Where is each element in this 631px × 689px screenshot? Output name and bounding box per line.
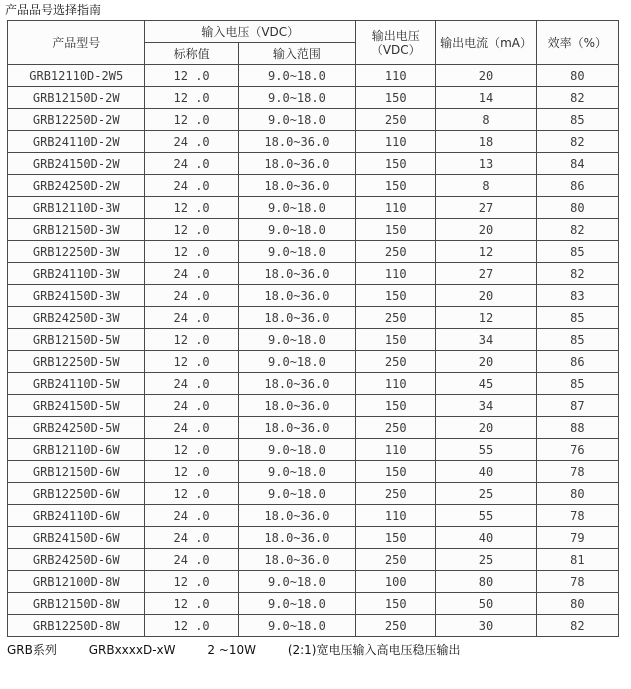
cell-output-current: 80 [436, 571, 536, 593]
header-output-current: 输出电流（mA） [436, 21, 536, 65]
table-row [8, 615, 619, 637]
cell-product-model: GRB12250D-3W [8, 241, 145, 263]
table-row [8, 571, 619, 593]
cell-efficiency: 82 [536, 615, 618, 637]
table-row [8, 373, 619, 395]
cell-input-range: 18.0~36.0 [238, 131, 355, 153]
header-input-range: 输入范围 [238, 43, 355, 65]
cell-efficiency: 78 [536, 461, 618, 483]
table-row [8, 417, 619, 439]
cell-nominal-value: 12 .0 [145, 197, 238, 219]
cell-output-voltage: 150 [356, 219, 436, 241]
cell-input-range: 9.0~18.0 [238, 219, 355, 241]
cell-output-voltage: 250 [356, 351, 436, 373]
cell-nominal-value: 24 .0 [145, 505, 238, 527]
cell-output-voltage: 110 [356, 65, 436, 87]
cell-output-voltage: 110 [356, 373, 436, 395]
cell-efficiency: 84 [536, 153, 618, 175]
table-row [8, 241, 619, 263]
footer-note [7, 641, 624, 658]
cell-nominal-value: 12 .0 [145, 483, 238, 505]
cell-input-range: 9.0~18.0 [238, 65, 355, 87]
cell-input-range: 18.0~36.0 [238, 549, 355, 571]
cell-nominal-value: 12 .0 [145, 109, 238, 131]
cell-nominal-value: 12 .0 [145, 65, 238, 87]
cell-output-voltage: 150 [356, 285, 436, 307]
cell-product-model: GRB24110D-6W [8, 505, 145, 527]
cell-efficiency: 86 [536, 351, 618, 373]
cell-output-current: 34 [436, 329, 536, 351]
cell-output-current: 25 [436, 549, 536, 571]
table-row [8, 131, 619, 153]
footer-series: GRB系列 [7, 643, 57, 657]
cell-nominal-value: 24 .0 [145, 395, 238, 417]
cell-efficiency: 80 [536, 65, 618, 87]
cell-output-current: 50 [436, 593, 536, 615]
cell-nominal-value: 12 .0 [145, 351, 238, 373]
cell-output-voltage: 250 [356, 307, 436, 329]
cell-output-voltage: 110 [356, 505, 436, 527]
cell-output-voltage: 250 [356, 483, 436, 505]
cell-output-voltage: 100 [356, 571, 436, 593]
cell-input-range: 9.0~18.0 [238, 483, 355, 505]
cell-nominal-value: 24 .0 [145, 285, 238, 307]
cell-output-current: 45 [436, 373, 536, 395]
cell-product-model: GRB24250D-6W [8, 549, 145, 571]
header-nominal-value: 标称值 [145, 43, 238, 65]
cell-input-range: 9.0~18.0 [238, 329, 355, 351]
cell-output-current: 20 [436, 65, 536, 87]
cell-input-range: 18.0~36.0 [238, 417, 355, 439]
cell-output-current: 20 [436, 285, 536, 307]
table-row [8, 219, 619, 241]
table-row [8, 505, 619, 527]
cell-input-range: 9.0~18.0 [238, 461, 355, 483]
table-row [8, 329, 619, 351]
cell-output-voltage: 250 [356, 109, 436, 131]
cell-product-model: GRB24250D-3W [8, 307, 145, 329]
cell-output-current: 20 [436, 417, 536, 439]
cell-output-voltage: 150 [356, 175, 436, 197]
cell-product-model: GRB24110D-3W [8, 263, 145, 285]
cell-efficiency: 80 [536, 483, 618, 505]
cell-output-voltage: 150 [356, 593, 436, 615]
cell-nominal-value: 12 .0 [145, 241, 238, 263]
cell-output-current: 30 [436, 615, 536, 637]
cell-efficiency: 76 [536, 439, 618, 461]
cell-nominal-value: 12 .0 [145, 87, 238, 109]
cell-efficiency: 85 [536, 373, 618, 395]
table-body [8, 65, 619, 637]
cell-efficiency: 82 [536, 263, 618, 285]
cell-efficiency: 86 [536, 175, 618, 197]
cell-output-current: 20 [436, 351, 536, 373]
cell-input-range: 18.0~36.0 [238, 263, 355, 285]
cell-output-current: 25 [436, 483, 536, 505]
table-row [8, 307, 619, 329]
cell-output-current: 55 [436, 439, 536, 461]
cell-output-voltage: 150 [356, 527, 436, 549]
cell-product-model: GRB24110D-5W [8, 373, 145, 395]
table-row [8, 263, 619, 285]
header-product-model: 产品型号 [8, 21, 145, 65]
cell-nominal-value: 12 .0 [145, 329, 238, 351]
cell-output-current: 27 [436, 263, 536, 285]
product-selection-table [7, 20, 619, 637]
cell-efficiency: 82 [536, 219, 618, 241]
cell-product-model: GRB12150D-5W [8, 329, 145, 351]
cell-input-range: 9.0~18.0 [238, 571, 355, 593]
table-row [8, 197, 619, 219]
footer-power-range: 2 ~10W [207, 643, 256, 657]
cell-product-model: GRB12110D-2W5 [8, 65, 145, 87]
cell-output-voltage: 150 [356, 461, 436, 483]
table-row [8, 395, 619, 417]
cell-input-range: 9.0~18.0 [238, 241, 355, 263]
cell-product-model: GRB12250D-8W [8, 615, 145, 637]
cell-product-model: GRB24150D-3W [8, 285, 145, 307]
cell-nominal-value: 12 .0 [145, 593, 238, 615]
cell-output-voltage: 150 [356, 87, 436, 109]
cell-efficiency: 78 [536, 505, 618, 527]
cell-nominal-value: 24 .0 [145, 153, 238, 175]
cell-efficiency: 78 [536, 571, 618, 593]
cell-product-model: GRB12250D-6W [8, 483, 145, 505]
cell-nominal-value: 24 .0 [145, 175, 238, 197]
cell-efficiency: 85 [536, 241, 618, 263]
cell-input-range: 9.0~18.0 [238, 197, 355, 219]
cell-product-model: GRB12150D-6W [8, 461, 145, 483]
cell-output-voltage: 250 [356, 241, 436, 263]
cell-product-model: GRB12150D-2W [8, 87, 145, 109]
cell-nominal-value: 24 .0 [145, 527, 238, 549]
cell-output-voltage: 110 [356, 263, 436, 285]
cell-output-voltage: 150 [356, 395, 436, 417]
cell-input-range: 18.0~36.0 [238, 175, 355, 197]
cell-input-range: 9.0~18.0 [238, 615, 355, 637]
cell-efficiency: 88 [536, 417, 618, 439]
cell-output-current: 12 [436, 307, 536, 329]
table-row [8, 549, 619, 571]
cell-efficiency: 82 [536, 131, 618, 153]
cell-nominal-value: 12 .0 [145, 615, 238, 637]
cell-nominal-value: 24 .0 [145, 549, 238, 571]
cell-input-range: 18.0~36.0 [238, 373, 355, 395]
cell-product-model: GRB24110D-2W [8, 131, 145, 153]
cell-output-current: 55 [436, 505, 536, 527]
cell-input-range: 18.0~36.0 [238, 307, 355, 329]
cell-nominal-value: 12 .0 [145, 461, 238, 483]
cell-output-voltage: 250 [356, 549, 436, 571]
cell-input-range: 9.0~18.0 [238, 109, 355, 131]
table-row [8, 483, 619, 505]
table-row [8, 527, 619, 549]
cell-product-model: GRB24250D-2W [8, 175, 145, 197]
cell-output-current: 40 [436, 461, 536, 483]
header-input-voltage-group: 输入电压（VDC） [145, 21, 356, 43]
cell-output-current: 40 [436, 527, 536, 549]
cell-nominal-value: 12 .0 [145, 571, 238, 593]
cell-input-range: 18.0~36.0 [238, 527, 355, 549]
header-efficiency: 效率（%） [536, 21, 618, 65]
cell-product-model: GRB12250D-5W [8, 351, 145, 373]
cell-output-current: 8 [436, 175, 536, 197]
cell-product-model: GRB24150D-6W [8, 527, 145, 549]
header-output-voltage [356, 21, 436, 65]
cell-input-range: 18.0~36.0 [238, 395, 355, 417]
cell-product-model: GRB12150D-3W [8, 219, 145, 241]
cell-output-current: 13 [436, 153, 536, 175]
cell-output-voltage: 150 [356, 153, 436, 175]
cell-input-range: 9.0~18.0 [238, 87, 355, 109]
cell-output-voltage: 110 [356, 131, 436, 153]
cell-nominal-value: 24 .0 [145, 373, 238, 395]
cell-nominal-value: 24 .0 [145, 263, 238, 285]
cell-input-range: 9.0~18.0 [238, 439, 355, 461]
table-row [8, 351, 619, 373]
cell-product-model: GRB24250D-5W [8, 417, 145, 439]
page-title: 产品品号选择指南 [5, 3, 102, 17]
cell-nominal-value: 12 .0 [145, 219, 238, 241]
table-row [8, 439, 619, 461]
cell-efficiency: 85 [536, 307, 618, 329]
cell-input-range: 18.0~36.0 [238, 285, 355, 307]
cell-product-model: GRB24150D-2W [8, 153, 145, 175]
cell-output-current: 8 [436, 109, 536, 131]
table-row [8, 87, 619, 109]
cell-efficiency: 80 [536, 197, 618, 219]
cell-output-voltage: 110 [356, 439, 436, 461]
table-header [8, 21, 619, 65]
table-row [8, 109, 619, 131]
table-row [8, 461, 619, 483]
cell-product-model: GRB12100D-8W [8, 571, 145, 593]
table-row [8, 175, 619, 197]
cell-efficiency: 82 [536, 87, 618, 109]
cell-output-voltage: 110 [356, 197, 436, 219]
table-row [8, 153, 619, 175]
cell-efficiency: 80 [536, 593, 618, 615]
cell-output-current: 14 [436, 87, 536, 109]
cell-output-current: 18 [436, 131, 536, 153]
header-output-voltage-line1: 输出电压 [371, 28, 420, 43]
cell-input-range: 18.0~36.0 [238, 505, 355, 527]
cell-output-voltage: 150 [356, 329, 436, 351]
cell-efficiency: 83 [536, 285, 618, 307]
header-output-voltage-line2: （VDC） [370, 42, 421, 57]
table-row [8, 285, 619, 307]
cell-product-model: GRB12110D-6W [8, 439, 145, 461]
cell-input-range: 9.0~18.0 [238, 351, 355, 373]
cell-product-model: GRB12250D-2W [8, 109, 145, 131]
cell-output-current: 27 [436, 197, 536, 219]
cell-product-model: GRB24150D-5W [8, 395, 145, 417]
cell-efficiency: 85 [536, 109, 618, 131]
cell-output-current: 20 [436, 219, 536, 241]
cell-product-model: GRB12110D-3W [8, 197, 145, 219]
cell-efficiency: 81 [536, 549, 618, 571]
cell-output-voltage: 250 [356, 615, 436, 637]
cell-input-range: 9.0~18.0 [238, 593, 355, 615]
cell-nominal-value: 24 .0 [145, 307, 238, 329]
footer-model-pattern: GRBxxxxD-xW [88, 643, 176, 657]
cell-nominal-value: 12 .0 [145, 439, 238, 461]
cell-efficiency: 85 [536, 329, 618, 351]
cell-input-range: 18.0~36.0 [238, 153, 355, 175]
cell-nominal-value: 24 .0 [145, 131, 238, 153]
cell-product-model: GRB12150D-8W [8, 593, 145, 615]
header-row-1 [8, 21, 619, 43]
cell-output-current: 12 [436, 241, 536, 263]
cell-nominal-value: 24 .0 [145, 417, 238, 439]
cell-efficiency: 87 [536, 395, 618, 417]
table-row [8, 65, 619, 87]
cell-output-voltage: 250 [356, 417, 436, 439]
cell-output-current: 34 [436, 395, 536, 417]
footer-description: (2:1)宽电压输入高电压稳压输出 [287, 643, 461, 657]
cell-efficiency: 79 [536, 527, 618, 549]
table-row [8, 593, 619, 615]
